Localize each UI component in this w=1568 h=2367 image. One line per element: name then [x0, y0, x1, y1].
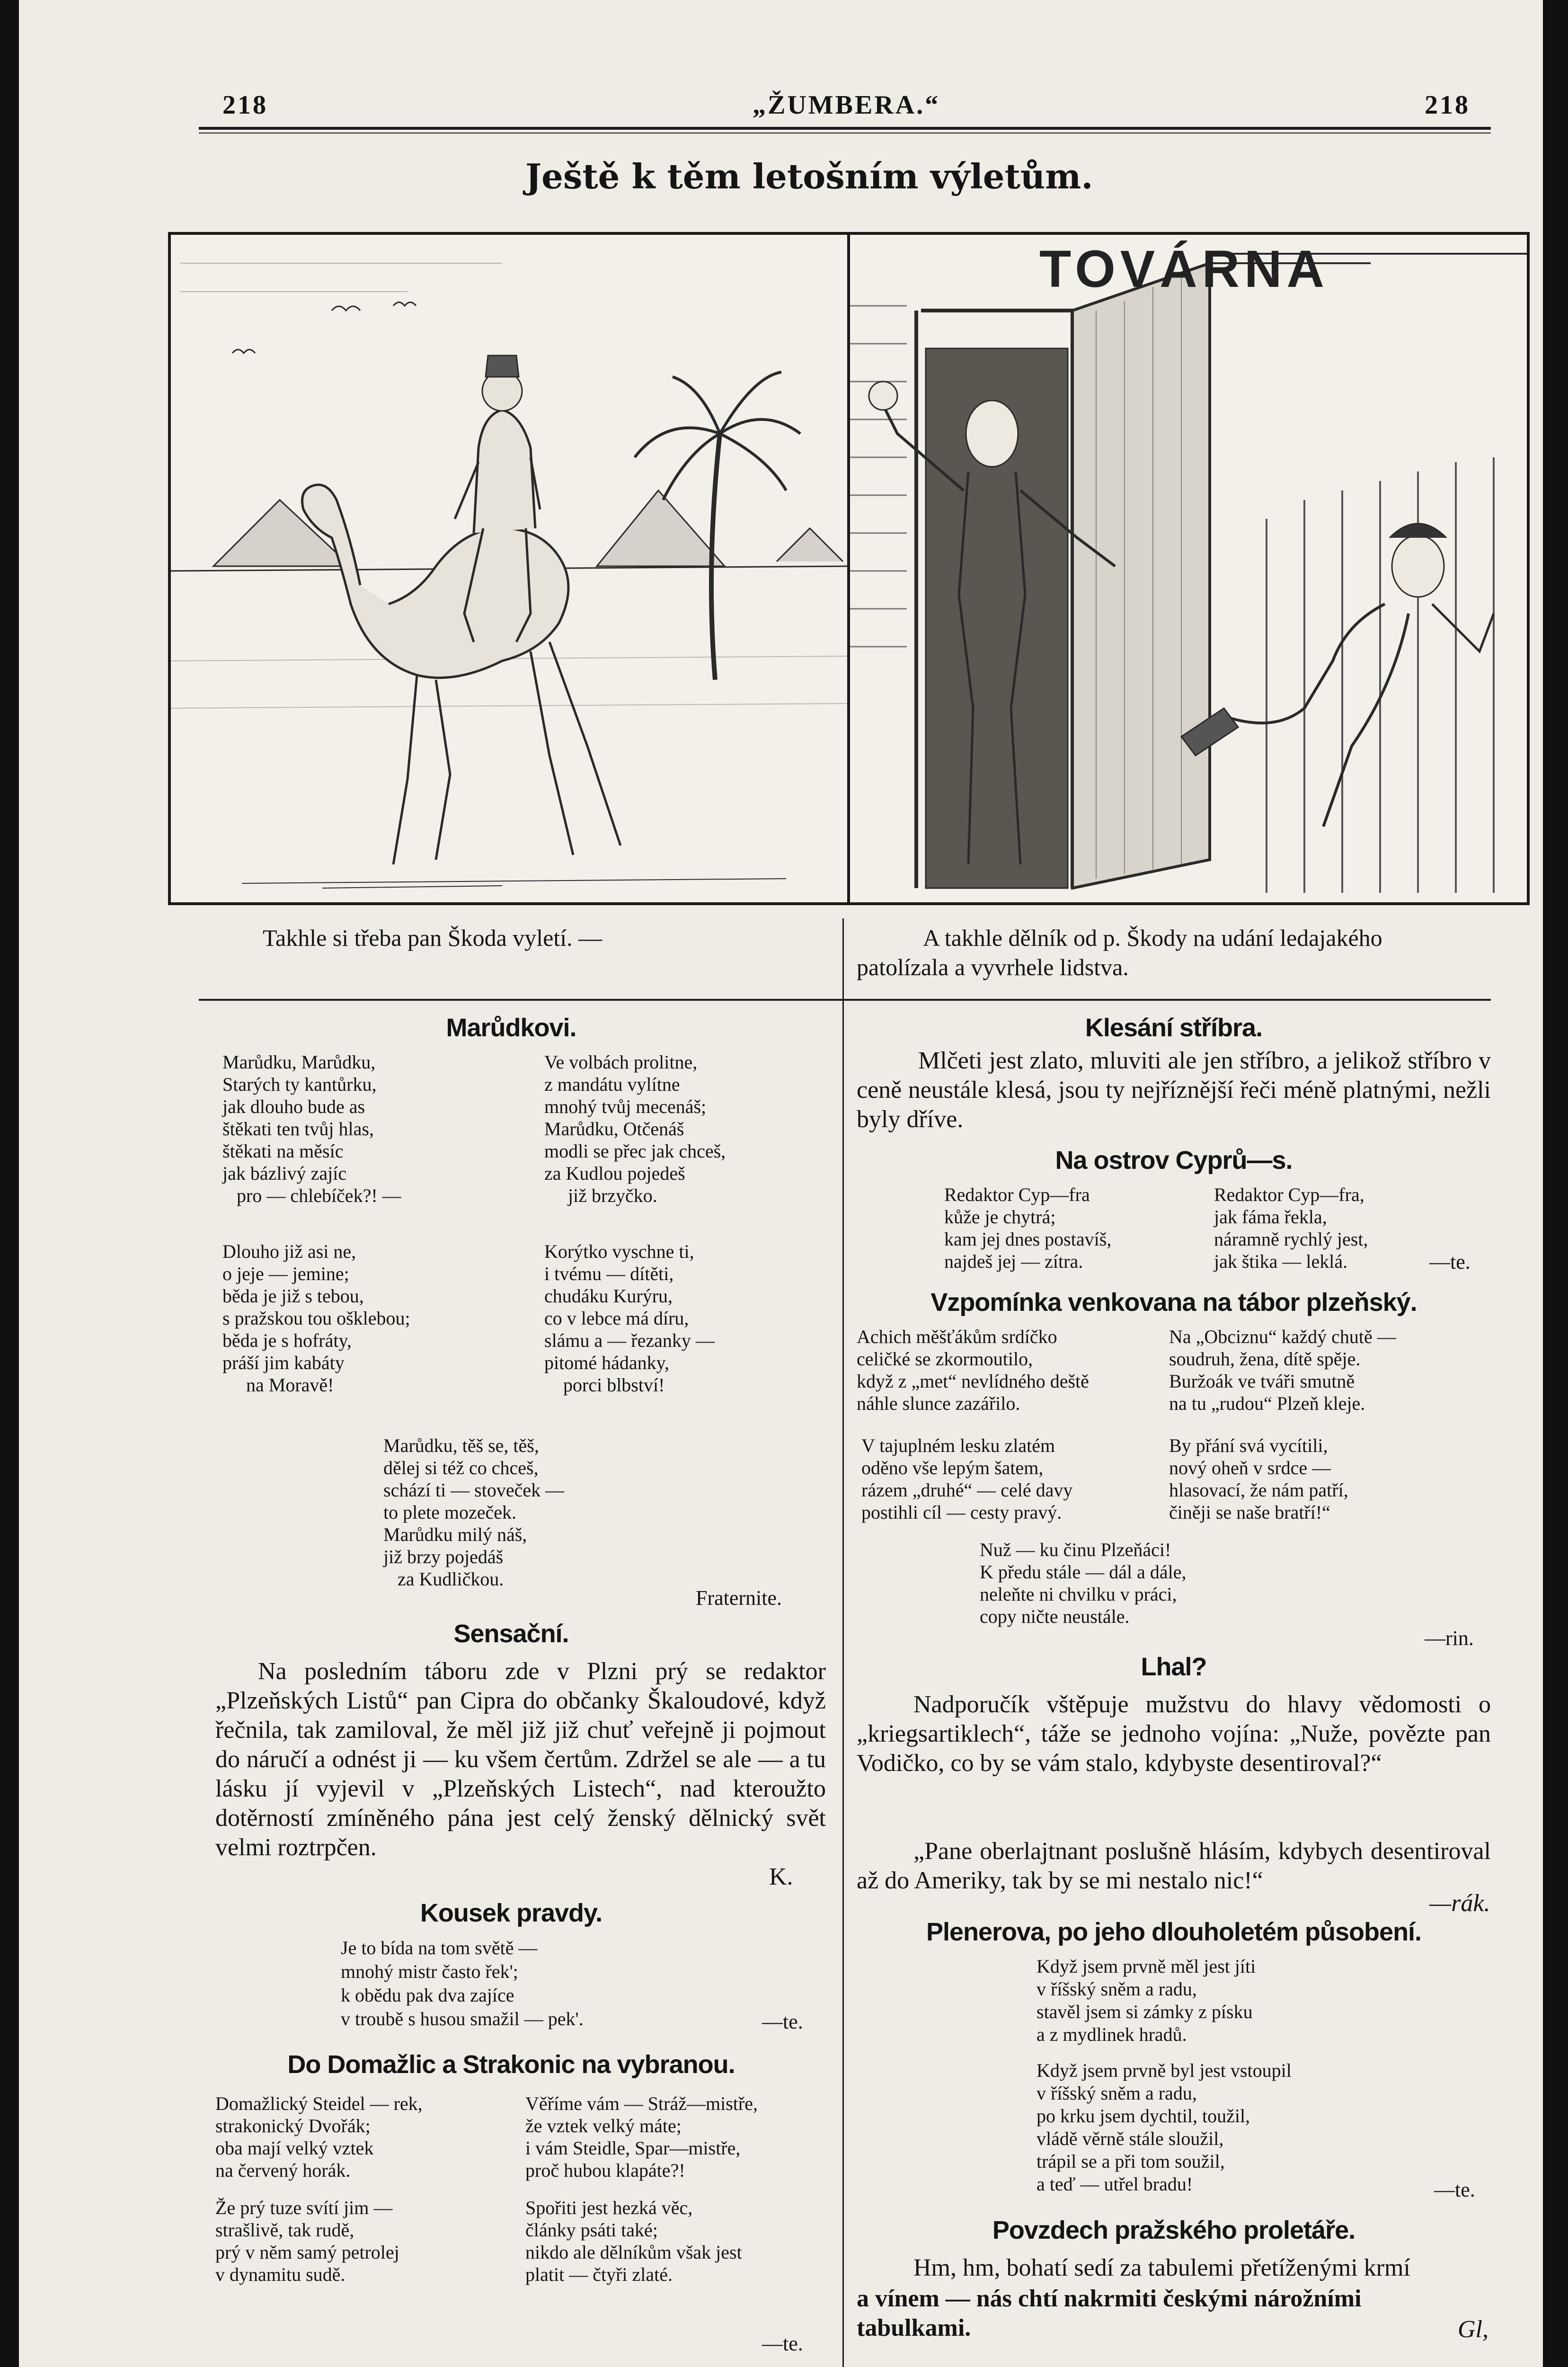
marudkovi-stanza1-left: Marůdku, Marůdku, Starých ty kantůrku, jak dlouho bude as štěkati ten tvůj hlas, štěkati na měsíc jak bázlivý zajíc pro — chlebíček?! —: [222, 1051, 401, 1206]
page-number-right: 218: [1425, 90, 1470, 120]
kousek-heading: Kousek pravdy.: [420, 1899, 602, 1927]
lhal-p2: „Pane oberlajtnant poslušně hlásím, kdybych desentiroval až do Ameriky, tak by se mi nestalo nic!“: [857, 1838, 1491, 1894]
column-divider: [842, 918, 844, 2367]
illustration-camel-panel: [168, 232, 850, 905]
vzpominka-s2-left: V tajuplném lesku zlatém oděno vše lepým šatem, rázem „druhé“ — celé davy postihli cíl — cesty pravý.: [861, 1435, 1073, 1523]
domazlic-stanza1-left: Domažlický Steidel — rek, strakonický Dvořák; oba mají velký vztek na červený horák.: [215, 2093, 423, 2181]
kousek-signature: —te.: [762, 2010, 803, 2033]
plenerova-s2: Když jsem prvně byl jest vstoupil v říšský sněm a radu, po krku jsem dychtil, toužil, vládě věrně stále sloužil, trápil se a při tom soužil, a teď — utřel bradu!: [1036, 2060, 1292, 2195]
vzpominka-signature: —rin.: [1425, 1627, 1474, 1650]
bird-icon: [232, 350, 255, 354]
povzdech-heading: Povzdech pražského proletáře.: [992, 2216, 1355, 2244]
caption-right-line1: A takhle dělník od p. Škody na udání ledajakého: [923, 925, 1382, 951]
kousek-verse: Je to bída na tom světě — mnohý mistr často řek'; k obědu pak dva zajíce v troubě s husou smažil — pek'.: [341, 1937, 584, 2029]
illustration-factory-panel: [847, 232, 1530, 905]
domazlic-stanza2-right: Spořiti jest hezká věc, články psáti také; nikdo ale dělníkům však jest platit — čtyři zlaté.: [525, 2197, 742, 2285]
caption-rule: [199, 999, 1491, 1001]
cypr-right: Redaktor Cyp—fra, jak fáma řekla, náramně rychlý jest, jak štika — leklá.: [1214, 1184, 1368, 1272]
running-title: „ŽUMBERA.“: [753, 90, 940, 120]
domazlic-heading: Do Domažlic a Strakonic na vybranou.: [287, 2050, 735, 2079]
marudkovi-stanza2-right: Korýtko vyschne ti, i tvému — dítěti, chudáku Kurýru, co v lebce má díru, slámu a — řezanky — pitomé hádanky, porci blbství!: [544, 1241, 715, 1396]
page-title: Ještě k těm letošním výletům.: [525, 156, 1093, 196]
marudkovi-heading: Marůdkovi.: [446, 1014, 576, 1042]
klesani-text: Mlčeti jest zlato, mluviti ale jen stříbro, a jelikož stříbro v ceně neustále klesá, jsou ty nejříznější řeči méně platnými, nežli byly dříve.: [857, 1047, 1491, 1133]
bird-icon: [332, 306, 360, 311]
plenerova-signature: —te.: [1434, 2178, 1475, 2201]
plenerova-heading: Plenerova, po jeho dlouholetém působení.: [926, 1918, 1422, 1946]
senzacni-heading: Sensační.: [453, 1620, 569, 1648]
domazlic-stanza1-right: Věříme vám — Stráž—mistře, že vztek velký máte; i vám Steidle, Spar—mistře, proč hubou klapáte?!: [525, 2093, 758, 2181]
lhal-heading: Lhal?: [1141, 1653, 1207, 1681]
povzdech-line2: a vínem — nás chtí nakrmiti českými nárožními tabulkami.: [857, 2285, 1362, 2341]
caption-left: Takhle si třeba pan Škoda vyletí. —: [263, 925, 602, 951]
senzacni-signature: K.: [769, 1863, 793, 1890]
marudkovi-stanza3: Marůdku, těš se, těš, dělej si též co chceš, schází ti — stoveček — to plete mozeček. Marůdku milý náš, již brzy pojedáš za Kudličkou.: [383, 1435, 565, 1590]
lhal-p1: Nadporučík vštěpuje mužstvu do hlavy vědomosti o „kriegsartiklech“, táže se jednoho vojína: „Nuže, povězte pan Vodičko, co by se vám stalo, kdybyste desentiroval?“: [857, 1691, 1491, 1777]
marudkovi-stanza2-left: Dlouho již asi ne, o jeje — jemine; běda je již s tebou, s pražskou tou ošklebou; běda je s hofráty, práší jim kabáty na Moravě!: [222, 1241, 410, 1396]
senzacni-text: Na posledním táboru zde v Plzni prý se redaktor „Plzeňských Listů“ pan Cipra do občanky Škaloudové, když řečnila, tak zamiloval, že měl již již chuť veřejně ji pojmout do náručí a odnést ji — ku všem čertům. Zdržel se ale — a tu lásku jí vyjevil v „Plzeňských Listech“, nad kteroužto dotěrností zmíněného pána jest celý ženský dělnický svět velmi roztrpčen.: [215, 1658, 826, 1861]
vzpominka-s1-right: Na „Obciznu“ každý chutě — soudruh, žena, dítě spěje. Buržoák ve tváři smutně na tu „rudou“ Plzeň kleje.: [1169, 1326, 1396, 1414]
klesani-heading: Klesání stříbra.: [1085, 1014, 1263, 1042]
plenerova-s1: Když jsem prvně měl jest jíti v říšský sněm a radu, stavěl jsem si zámky z písku a z mydlinek hradů.: [1036, 1956, 1256, 2045]
cypr-signature: —te.: [1429, 1250, 1471, 1273]
domazlic-stanza2-left: Že prý tuze svítí jim — strašlivě, tak rudě, prý v něm samý petrolej v dynamitu sudě.: [215, 2197, 399, 2285]
marudkovi-stanza1-right: Ve volbách prolitne, z mandátu vylítne mnohý tvůj mecenáš; Marůdku, Otčenáš modli se přec jak chceš, za Kudlou pojedeš již brzyčko.: [544, 1051, 726, 1206]
povzdech-line1: Hm, hm, bohatí sedí za tabulemi přetíženými krmí: [913, 2254, 1410, 2281]
camel-rider-drawing: [171, 235, 848, 902]
header-rule: [199, 127, 1491, 130]
vzpominka-s3: Nuž — ku činu Plzeňáci! K předu stále — dál a dále, neleňte ni chvilku v práci, copy ničte neustále.: [980, 1539, 1187, 1627]
cypr-heading: Na ostrov Cyprů—s.: [1055, 1146, 1293, 1175]
cypr-left: Redaktor Cyp—fra kůže je chytrá; kam jej dnes postavíš, najdeš jej — zítra.: [944, 1184, 1112, 1272]
bird-icon: [393, 303, 416, 306]
factory-sign: TOVÁRNA: [1039, 240, 1329, 298]
vzpominka-s1-left: Achich měšťákům srdíčko celičké se zkormoutilo, když z „met“ nevlídného deště náhle slunce zazářilo.: [857, 1326, 1089, 1414]
marudkovi-signature: Fraternite.: [696, 1586, 782, 1610]
caption-right-line2: patolízala a vyvrhele lidstva.: [857, 954, 1129, 980]
factory-door-drawing: [850, 235, 1527, 902]
povzdech-signature: Gl,: [1458, 2316, 1488, 2343]
vzpominka-heading: Vzpomínka venkovana na tábor plzeňský.: [930, 1288, 1417, 1317]
page-number-left: 218: [222, 90, 268, 120]
domazlic-signature: —te.: [762, 2332, 803, 2355]
lhal-signature: —rák.: [1429, 1890, 1490, 1917]
vzpominka-s2-right: By přání svá vycítili, nový oheň v srdce — hlasovací, že nám patří, činěji se naše bratří!“: [1169, 1435, 1348, 1523]
